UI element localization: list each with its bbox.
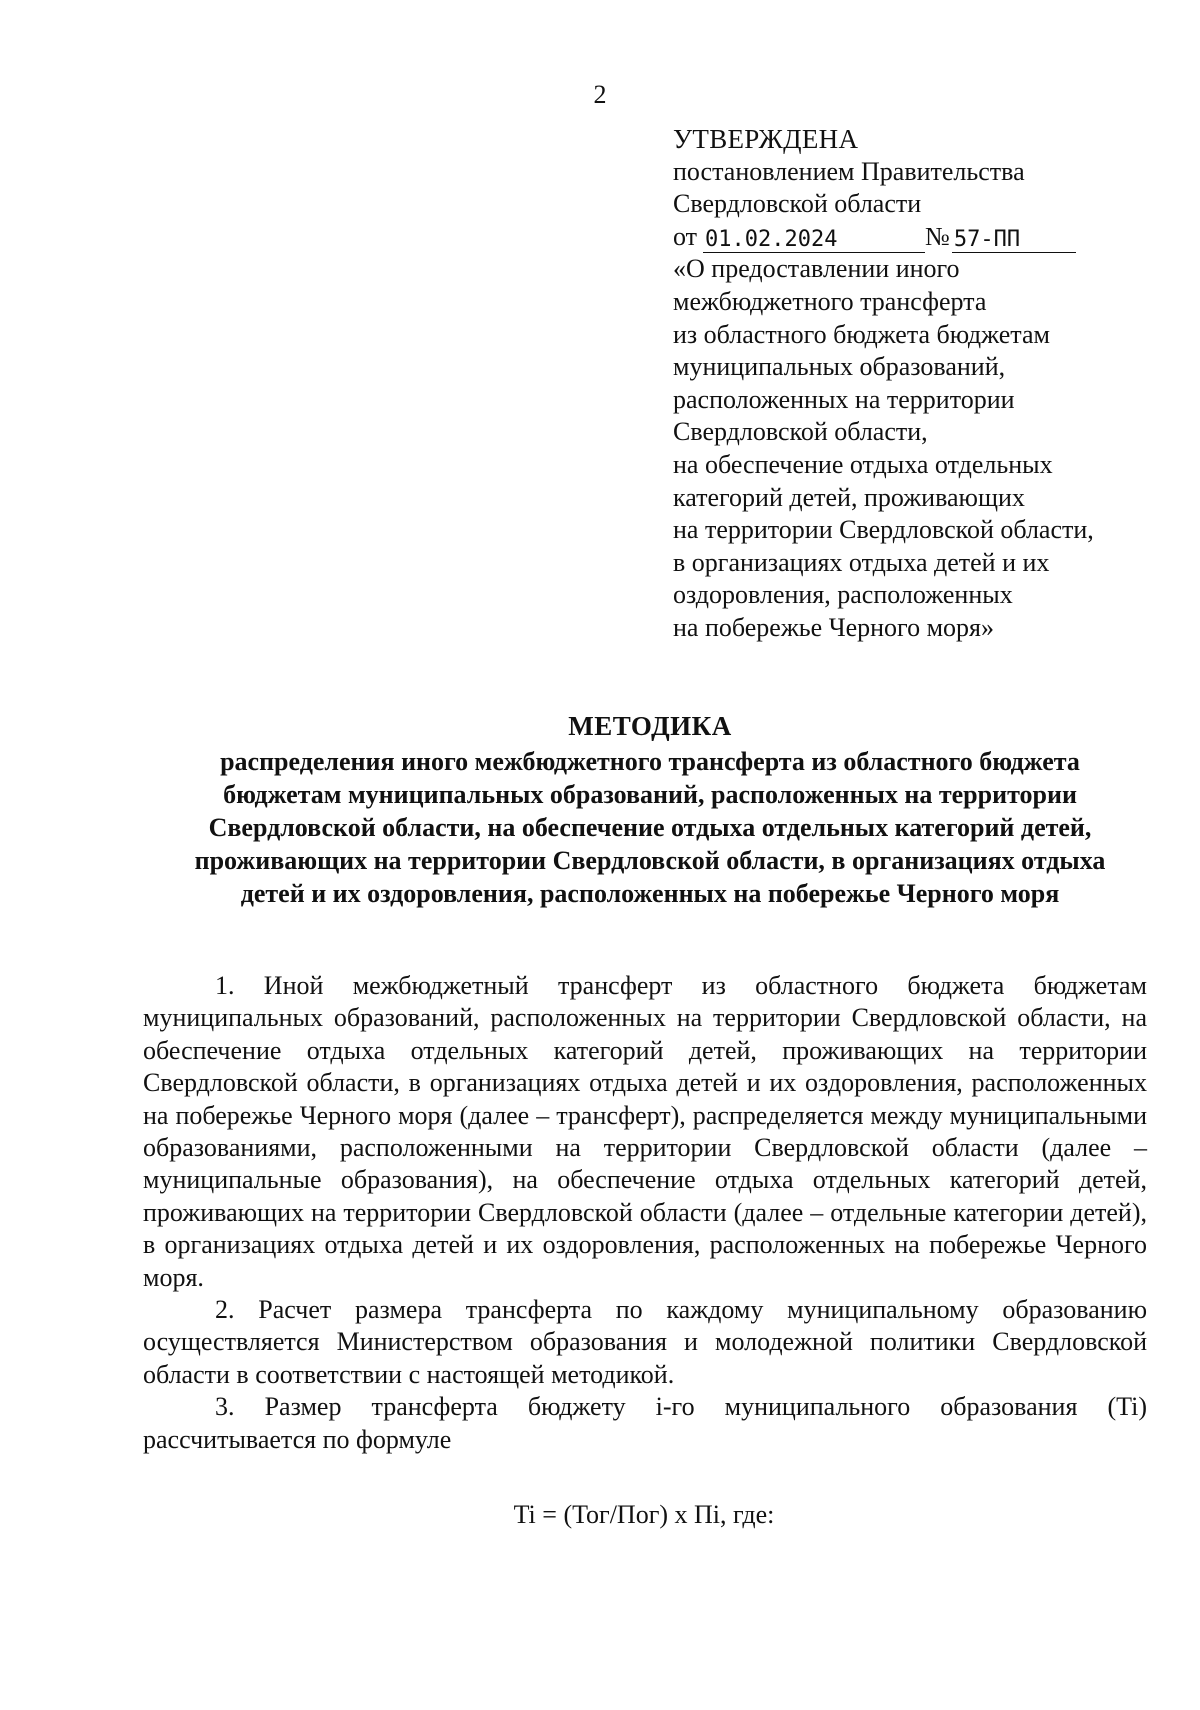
approval-title-line: Свердловской области, xyxy=(673,417,928,447)
approval-line-2: Свердловской области xyxy=(673,189,922,219)
document-body xyxy=(143,970,1147,1456)
heading-sub-line: распределения иного межбюджетного трансферта из областного бюджета xyxy=(220,747,1080,776)
approval-title-line: из областного бюджета бюджетам xyxy=(673,319,1050,349)
paragraph-3: 3. Размер трансферта бюджету i-го муниципального образования (Ti) рассчитывается по формуле xyxy=(143,1392,1147,1454)
approval-line-1: постановлением Правительства xyxy=(673,156,1025,186)
approval-stamp-block xyxy=(673,123,1173,645)
approval-title-line: межбюджетного трансферта xyxy=(673,286,987,316)
heading-sub-line: бюджетам муниципальных образований, расположенных на территории xyxy=(223,780,1077,809)
date-value: 01.02.2024 xyxy=(703,228,925,253)
date-prefix: от xyxy=(673,221,698,251)
paragraph-1: 1. Иной межбюджетный трансферт из областного бюджета бюджетам муниципальных образований, расположенных на территории Свердловской области, на обеспечение отдыха отдельных категорий детей, проживающих на территории Свердловской области, в организациях отдыха детей и их оздоровления, расположенных на побережье Черного моря (далее – трансферт), распределяется между муниципальными образованиями, расположенными на территории Свердловской области (далее – муниципальные образования), на обеспечение отдыха отдельных категорий детей, проживающих на территории Свердловской области (далее – отдельные категории детей), в организациях отдыха детей и их оздоровления, расположенных на побережье Черного моря. xyxy=(143,971,1147,1292)
approval-title-line: на обеспечение отдыха отдельных xyxy=(673,449,1053,479)
approval-title-line: муниципальных образований, xyxy=(673,352,1006,382)
heading-sub-line: детей и их оздоровления, расположенных на побережье Черного моря xyxy=(240,879,1060,908)
approval-title-line: категорий детей, проживающих xyxy=(673,482,1025,512)
heading-sub-line: проживающих на территории Свердловской области, в организациях отдыха xyxy=(194,846,1106,875)
approval-title-line: оздоровления, расположенных xyxy=(673,580,1013,610)
formula: Ti = (Тог/Пог) x Пi, где: xyxy=(513,1500,775,1529)
approval-title-line: расположенных на территории xyxy=(673,384,1015,414)
approval-title-line: на побережье Черного моря» xyxy=(673,612,994,642)
approval-date-row xyxy=(673,221,1173,254)
page-number: 2 xyxy=(593,80,607,109)
number-value: 57-ПП xyxy=(952,228,1076,253)
approval-title-line: «О предоставлении иного xyxy=(673,254,960,284)
document-heading xyxy=(130,710,1170,910)
heading-sub-line: Свердловской области, на обеспечение отдыха отдельных категорий детей, xyxy=(208,813,1092,842)
approval-title-line: в организациях отдыха детей и их xyxy=(673,547,1050,577)
paragraph-2: 2. Расчет размера трансферта по каждому муниципальному образованию осуществляется Министерством образования и молодежной политики Свердловской области в соответствии с настоящей методикой. xyxy=(143,1295,1147,1389)
number-sign: № xyxy=(925,221,950,251)
heading-main: МЕТОДИКА xyxy=(568,711,732,741)
approval-caps: УТВЕРЖДЕНА xyxy=(673,124,859,154)
approval-title-line: на территории Свердловской области, xyxy=(673,515,1094,545)
